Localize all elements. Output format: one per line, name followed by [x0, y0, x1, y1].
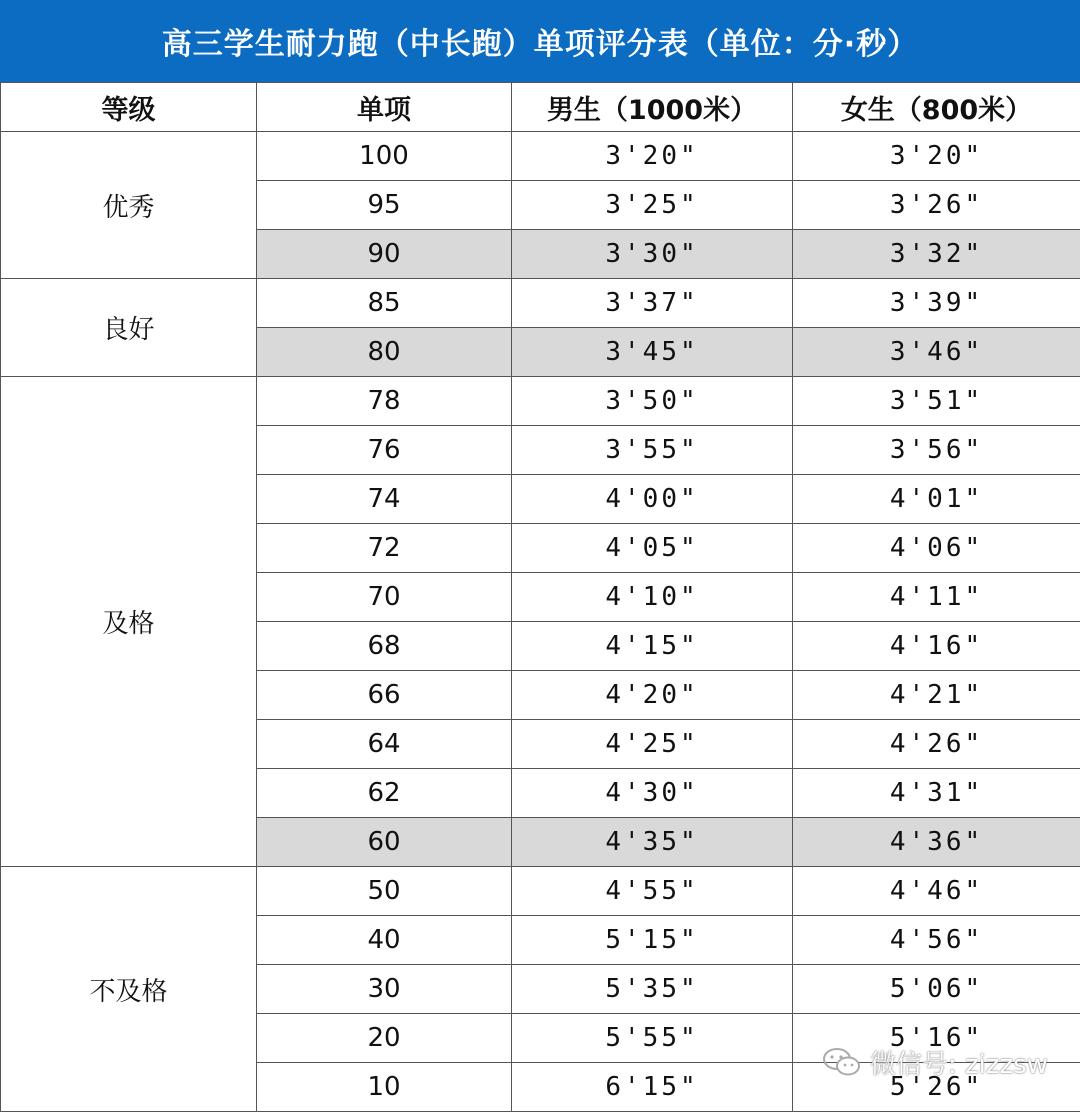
score-cell: 72 — [257, 524, 512, 573]
score-cell: 78 — [257, 377, 512, 426]
male-time-cell: 4'55" — [512, 867, 793, 916]
female-time-cell: 4'16" — [793, 622, 1080, 671]
female-time-cell: 3'26" — [793, 181, 1080, 230]
score-cell: 66 — [257, 671, 512, 720]
male-time-cell: 3'30" — [512, 230, 793, 279]
male-time-cell: 3'55" — [512, 426, 793, 475]
table-body — [1, 132, 1080, 1112]
table-row — [1, 279, 1080, 328]
score-cell: 70 — [257, 573, 512, 622]
score-cell: 10 — [257, 1063, 512, 1112]
female-time-cell: 4'06" — [793, 524, 1080, 573]
female-time-cell: 3'56" — [793, 426, 1080, 475]
score-cell: 68 — [257, 622, 512, 671]
female-time-cell: 3'51" — [793, 377, 1080, 426]
female-time-cell: 5'06" — [793, 965, 1080, 1014]
score-cell: 30 — [257, 965, 512, 1014]
male-time-cell: 4'15" — [512, 622, 793, 671]
level-cell: 优秀 — [1, 132, 257, 279]
header-male: 男生（1000米） — [512, 83, 793, 132]
male-time-cell: 4'05" — [512, 524, 793, 573]
female-time-cell: 4'26" — [793, 720, 1080, 769]
female-time-cell: 5'16" — [793, 1014, 1080, 1063]
header-level: 等级 — [1, 83, 257, 132]
watermark-text: 微信号: zizzsw — [870, 1044, 1048, 1081]
female-time-cell: 3'20" — [793, 132, 1080, 181]
watermark — [822, 1040, 1048, 1084]
table-title: 高三学生耐力跑（中长跑）单项评分表（单位：分·秒） — [0, 0, 1080, 82]
male-time-cell: 4'10" — [512, 573, 793, 622]
table-row — [1, 377, 1080, 426]
score-cell: 74 — [257, 475, 512, 524]
score-cell: 20 — [257, 1014, 512, 1063]
female-time-cell: 4'11" — [793, 573, 1080, 622]
male-time-cell: 5'55" — [512, 1014, 793, 1063]
level-cell: 良好 — [1, 279, 257, 377]
score-cell: 90 — [257, 230, 512, 279]
male-time-cell: 4'30" — [512, 769, 793, 818]
score-cell: 62 — [257, 769, 512, 818]
female-time-cell: 4'36" — [793, 818, 1080, 867]
header-row — [1, 83, 1080, 132]
female-time-cell: 3'46" — [793, 328, 1080, 377]
female-time-cell: 3'39" — [793, 279, 1080, 328]
score-cell: 60 — [257, 818, 512, 867]
table-row — [1, 132, 1080, 181]
score-cell: 50 — [257, 867, 512, 916]
level-cell: 及格 — [1, 377, 257, 867]
score-cell: 100 — [257, 132, 512, 181]
header-female: 女生（800米） — [793, 83, 1080, 132]
male-time-cell: 5'15" — [512, 916, 793, 965]
level-cell: 不及格 — [1, 867, 257, 1112]
female-time-cell: 4'01" — [793, 475, 1080, 524]
male-time-cell: 3'45" — [512, 328, 793, 377]
male-time-cell: 3'50" — [512, 377, 793, 426]
female-time-cell: 4'31" — [793, 769, 1080, 818]
male-time-cell: 4'20" — [512, 671, 793, 720]
score-cell: 76 — [257, 426, 512, 475]
score-cell: 80 — [257, 328, 512, 377]
female-time-cell: 4'46" — [793, 867, 1080, 916]
score-table — [0, 82, 1080, 1112]
female-time-cell: 3'32" — [793, 230, 1080, 279]
male-time-cell: 6'15" — [512, 1063, 793, 1112]
score-cell: 85 — [257, 279, 512, 328]
score-cell: 40 — [257, 916, 512, 965]
male-time-cell: 4'35" — [512, 818, 793, 867]
male-time-cell: 3'20" — [512, 132, 793, 181]
female-time-cell: 5'26" — [793, 1063, 1080, 1112]
wechat-icon — [822, 1046, 862, 1078]
male-time-cell: 5'35" — [512, 965, 793, 1014]
score-cell: 64 — [257, 720, 512, 769]
table-row — [1, 867, 1080, 916]
female-time-cell: 4'21" — [793, 671, 1080, 720]
male-time-cell: 3'25" — [512, 181, 793, 230]
female-time-cell: 4'56" — [793, 916, 1080, 965]
male-time-cell: 4'00" — [512, 475, 793, 524]
male-time-cell: 3'37" — [512, 279, 793, 328]
male-time-cell: 4'25" — [512, 720, 793, 769]
score-cell: 95 — [257, 181, 512, 230]
header-score: 单项 — [257, 83, 512, 132]
